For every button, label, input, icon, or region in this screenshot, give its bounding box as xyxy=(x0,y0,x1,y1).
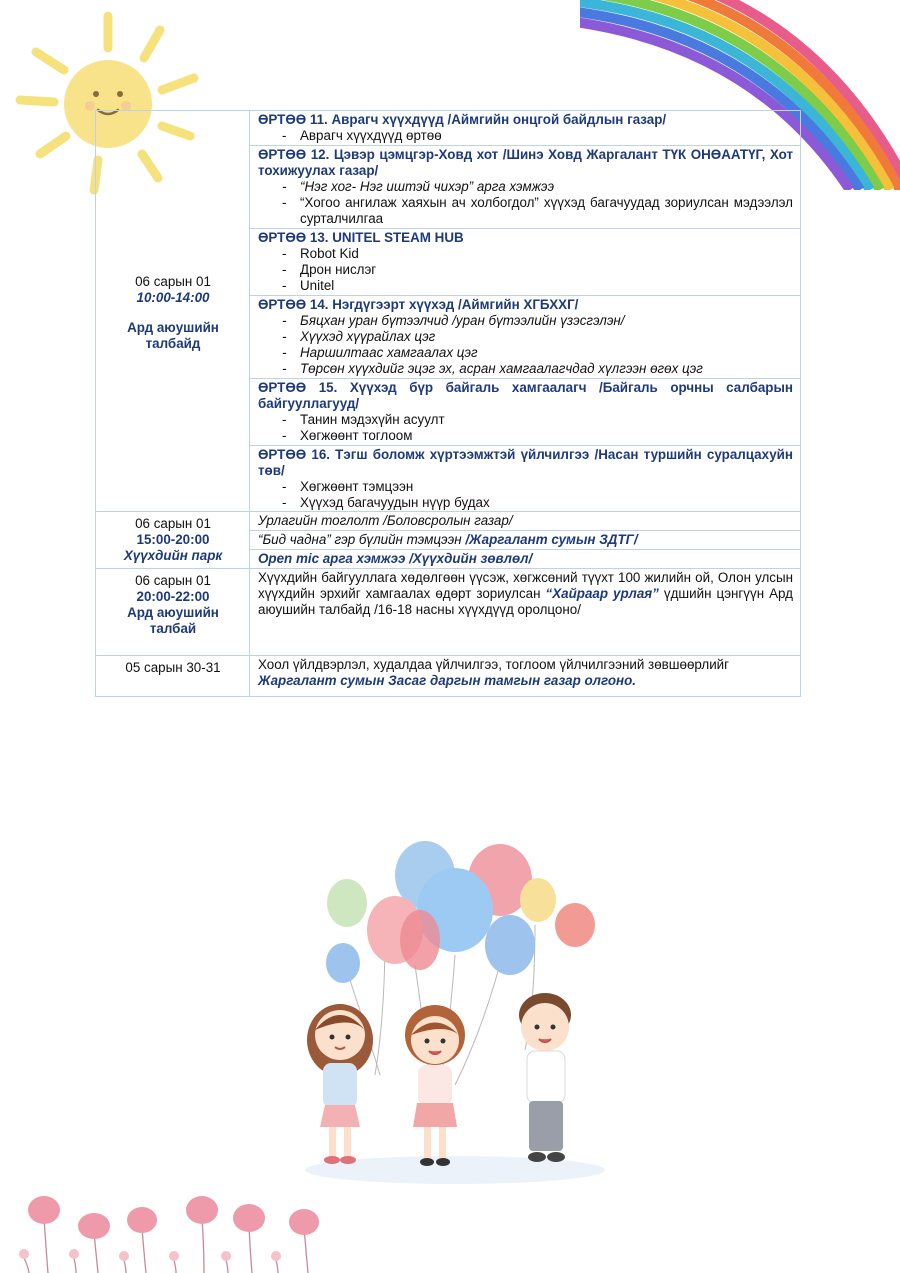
booth-cell xyxy=(250,146,801,229)
date: 05 сарын 30-31 xyxy=(125,660,221,675)
booth-title: ӨРТӨӨ 16. Тэгш боломж хүртээмжтэй үйлчилгээ /Насан туршийн суралцахуйн төв/ xyxy=(258,447,793,478)
permit-when-cell xyxy=(96,656,250,697)
evening-when-cell xyxy=(96,569,250,656)
list-item: - Аврагч хүүхдүүд өртөө xyxy=(283,128,793,144)
park-when-cell xyxy=(96,512,250,569)
booth-title: ӨРТӨӨ 13. UNITEL STEAM HUB xyxy=(258,230,464,245)
booth-title: ӨРТӨӨ 11. Аврагч хүүхдүүд /Аймгийн онцгой байдлын газар/ xyxy=(258,112,667,127)
event-text: Хүүхдийн байгууллага хөдөлгөөн үүсэж, хөгжсөний түүхт 100 жилийн ой, Олон улсын хүүхдийн эрхийг хамгаалах өдөрт зориулсан xyxy=(258,570,793,601)
list-item: - “Хогоо ангилаж хаяхын ач холбогдол” хүүхэд багачуудад зориулсан мэдээлэл сурталчилгаа xyxy=(283,195,793,227)
main-when-cell xyxy=(96,111,250,512)
list-item: - Танин мэдэхүйн асуулт xyxy=(283,412,793,428)
list-item: - Robot Kid xyxy=(283,246,793,262)
list-item: - Unitel xyxy=(283,278,793,294)
date: 06 сарын 01 xyxy=(135,573,211,588)
event-text: Урлагийн тоглолт /Боловсролын газар/ xyxy=(258,513,513,528)
booth-cell xyxy=(250,296,801,379)
place: Ард аюушийн талбайд xyxy=(127,319,219,351)
flowers-illustration xyxy=(14,1188,334,1273)
booth-cell xyxy=(250,446,801,512)
event-cell xyxy=(250,512,801,531)
event-authority: Жаргалант сумын Засаг даргын тамгын газар олгоно. xyxy=(258,673,636,688)
time: 15:00-20:00 xyxy=(136,532,210,547)
place-line: талбай xyxy=(149,621,197,636)
booth-cell xyxy=(250,379,801,446)
event-cell xyxy=(250,531,801,550)
list-item: - Хөгжөөнт тэмцээн xyxy=(283,479,793,495)
list-item: - Хүүхэд хүүрайлах цэг xyxy=(283,329,793,345)
time: 10:00-14:00 xyxy=(136,289,210,305)
list-item: - Төрсөн хүүхдийг эцэг эх, асран хамгаалагчдад хүлгээн өгөх цэг xyxy=(283,361,793,377)
event-cell xyxy=(250,569,801,656)
event-organizer: /Жаргалант сумын ЗДТГ/ xyxy=(465,532,638,547)
list-item: - Хөгжөөнт тоглоом xyxy=(283,428,793,444)
place: Хүүхдийн парк xyxy=(123,548,223,563)
event-title: “Хайраар урлая” xyxy=(545,586,659,601)
list-item: - Хүүхэд багачуудын нүүр будах xyxy=(283,495,793,511)
event-text: үдшийн цэнгүүн Ард аюушийн талбайд /16-18 насны хүүхдүүд оролцоно/ xyxy=(258,586,793,617)
booth-title: ӨРТӨӨ 15. Хүүхэд бүр байгаль хамгаалагч /Байгаль орчны салбарын байгууллагууд/ xyxy=(258,380,793,411)
list-item: - Дрон нислэг xyxy=(283,262,793,278)
event-cell xyxy=(250,550,801,569)
booth-cell xyxy=(250,229,801,296)
date: 06 сарын 01 xyxy=(135,516,211,531)
event-cell xyxy=(250,656,801,697)
booth-cell xyxy=(250,111,801,146)
list-item: - Наршилтаас хамгаалах цэг xyxy=(283,345,793,361)
place-line: Ард аюушийн xyxy=(127,605,219,620)
date: 06 сарын 01 xyxy=(135,273,211,289)
booth-title: ӨРТӨӨ 14. Нэгдүгээрт хүүхэд /Аймгийн ХГБХХГ/ xyxy=(258,297,579,312)
event-text: “Бид чадна” гэр бүлийн тэмцээн xyxy=(258,532,466,547)
list-item: - Бяцхан уран бүтээлчид /уран бүтээлийн үзэсгэлэн/ xyxy=(283,313,793,329)
kids-with-balloons-illustration xyxy=(255,835,635,1190)
booth-title: ӨРТӨӨ 12. Цэвэр цэмцгэр-Ховд хот /Шинэ Ховд Жаргалант ТҮК ОНӨААТҮГ, Хот тохижуулах газар/ xyxy=(258,147,793,178)
event-text: Open mic арга хэмжээ /Хүүхдийн зөвлөл/ xyxy=(258,551,533,566)
list-item: - “Нэг хог- Нэг иштэй чихэр” арга хэмжээ xyxy=(283,179,793,195)
time: 20:00-22:00 xyxy=(136,589,210,604)
schedule-table xyxy=(95,110,801,697)
event-text: Хоол үйлдвэрлэл, худалдаа үйлчилгээ, тоглоом үйлчилгээний зөвшөөрлийг xyxy=(258,657,730,672)
